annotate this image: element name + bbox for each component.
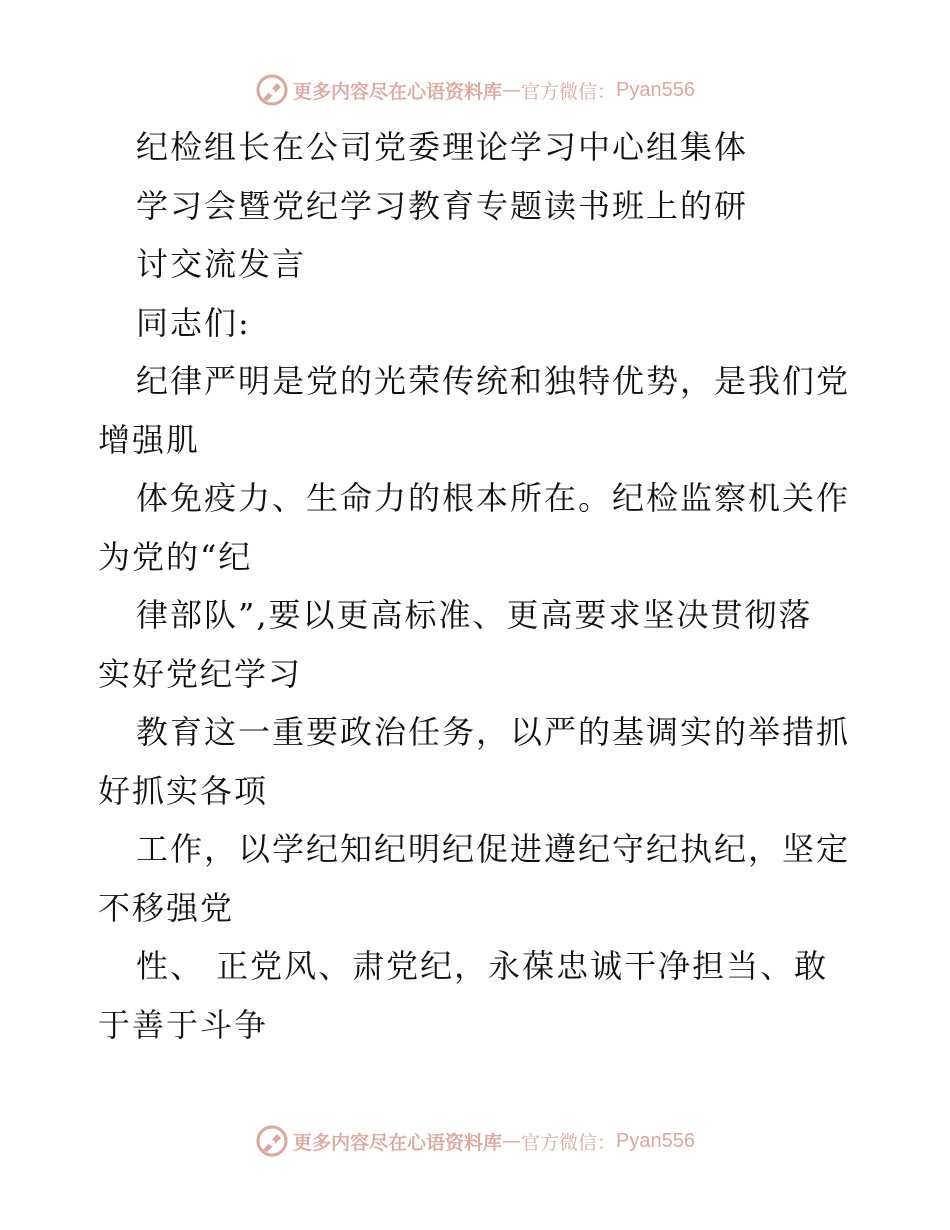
watermark-official: 官方微信： [521, 80, 617, 103]
doc-body-line: 实好党纪学习 [98, 654, 303, 693]
watermark-text: 更多内容尽在心语资料库 [293, 80, 503, 103]
header-watermark [0, 70, 950, 110]
doc-body-line: 体免疫力、生命力的根本所在。纪检监察机关作 [136, 479, 851, 517]
watermark-dash: — [502, 79, 522, 101]
doc-body-line: 性、 正党风、肃党纪，永葆忠诚干净担当、敢 [136, 947, 829, 985]
doc-salutation: 同志们: [136, 303, 251, 342]
doc-body-line: 增强肌 [98, 420, 201, 459]
watermark-id: Pyan556 [616, 78, 695, 101]
watermark-id: Pyan556 [616, 1129, 695, 1152]
doc-body-line: 工作，以学纪知纪明纪促进遵纪守纪执纪，坚定 [136, 830, 851, 868]
doc-body-line: 为党的“纪 [98, 537, 253, 576]
doc-body-line: 纪律严明是党的光荣传统和独特优势，是我们党 [136, 362, 851, 400]
doc-paragraph [98, 352, 868, 1054]
footer-watermark [0, 1121, 950, 1161]
doc-body-line: 律部队”,要以更高标准、更高要求坚决贯彻落 [136, 596, 813, 634]
watermark-official: 官方微信： [521, 1131, 617, 1154]
doc-body-line: 教育这一重要政治任务，以严的基调实的举措抓 [136, 713, 851, 751]
doc-body-line: 不移强党 [98, 888, 235, 927]
pen-circle-logo-icon [255, 1124, 289, 1158]
watermark-dash: — [502, 1130, 522, 1152]
pen-circle-logo-icon [255, 73, 289, 107]
watermark-text: 更多内容尽在心语资料库 [293, 1131, 503, 1154]
doc-body-line: 好抓实各项 [98, 771, 269, 810]
doc-body-line: 于善于斗争 [98, 1005, 269, 1044]
doc-title-line-3: 讨交流发言 [136, 245, 307, 283]
doc-title-line-2: 学习会暨党纪学习教育专题读书班上的研 [136, 186, 749, 225]
doc-title-line-1: 纪检组长在公司党委理论学习中心组集体 [136, 128, 749, 166]
document-body [98, 118, 868, 1054]
